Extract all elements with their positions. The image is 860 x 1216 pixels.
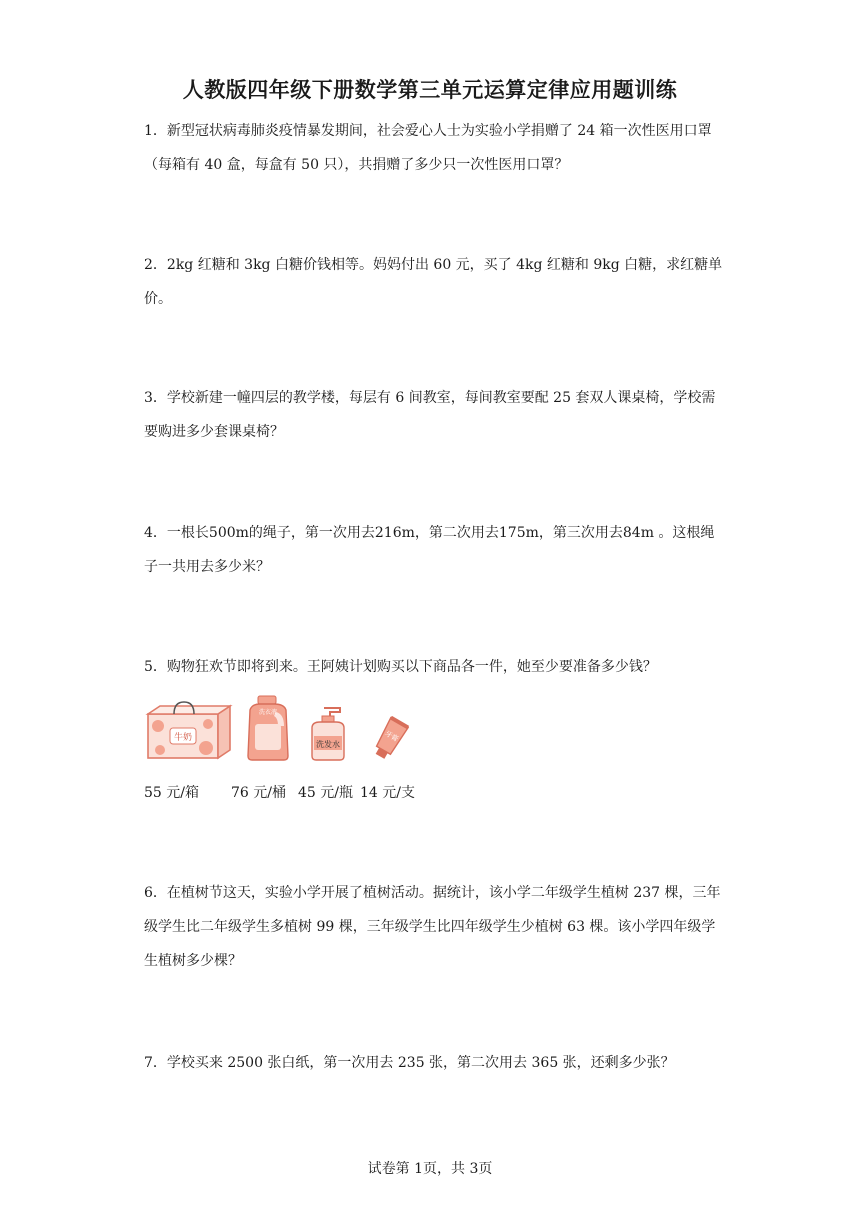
question-2: 2．2kg 红糖和 3kg 白糖价钱相等。妈妈付出 60 元，买了 4kg 红糖和 9kg 白糖，求红糖单价。 [144, 257, 723, 307]
detergent-label: 洗衣液 [258, 709, 278, 716]
question-5: 5．购物狂欢节即将到来。王阿姨计划购买以下商品各一件，她至少要准备多少钱？ [144, 659, 657, 675]
shampoo-label: 洗发水 [316, 740, 340, 749]
question-4: 4．一根长500m的绳子，第一次用去216m，第二次用去175m，第三次用去84m 。这根绳子一共用去多少米？ [144, 525, 715, 575]
price-toothpaste: 14 元/支 [360, 785, 415, 801]
question-6: 6．在植树节这天，实验小学开展了植树活动。据统计，该小学二年级学生植树 237 棵，三年级学生比二年级学生多植树 99 棵，三年级学生比四年级学生少植树 63 棵。该小学四年级学生植树多少棵？ [144, 885, 721, 969]
price-detergent: 76 元/桶 [231, 785, 286, 801]
question-7: 7．学校买来 2500 张白纸，第一次用去 235 张，第二次用去 365 张，还剩多少张？ [144, 1055, 675, 1071]
milk-label: 牛奶 [173, 733, 193, 743]
question-1: 1．新型冠状病毒肺炎疫情暴发期间，社会爱心人士为实验小学捐赠了 24 箱一次性医用口罩（每箱有 40 盒，每盒有 50 只），共捐赠了多少只一次性医用口罩？ [144, 123, 712, 173]
price-milk: 55 元/箱 [144, 785, 199, 801]
product-images [144, 692, 444, 762]
shampoo-bottle-icon [304, 706, 350, 762]
page-title: 人教版四年级下册数学第三单元运算定律应用题训练 [182, 78, 678, 102]
toothpaste-icon [368, 716, 412, 762]
page-footer: 试卷第 1页，共 3页 [367, 1161, 493, 1177]
price-shampoo: 45 元/瓶 [298, 785, 353, 801]
milk-box-icon [144, 700, 234, 762]
detergent-bottle-icon [244, 694, 292, 762]
toothpaste-label: 牙膏 [383, 729, 400, 744]
question-3: 3．学校新建一幢四层的教学楼，每层有 6 间教室，每间教室要配 25 套双人课桌椅，学校需要购进多少套课桌椅？ [144, 390, 716, 440]
